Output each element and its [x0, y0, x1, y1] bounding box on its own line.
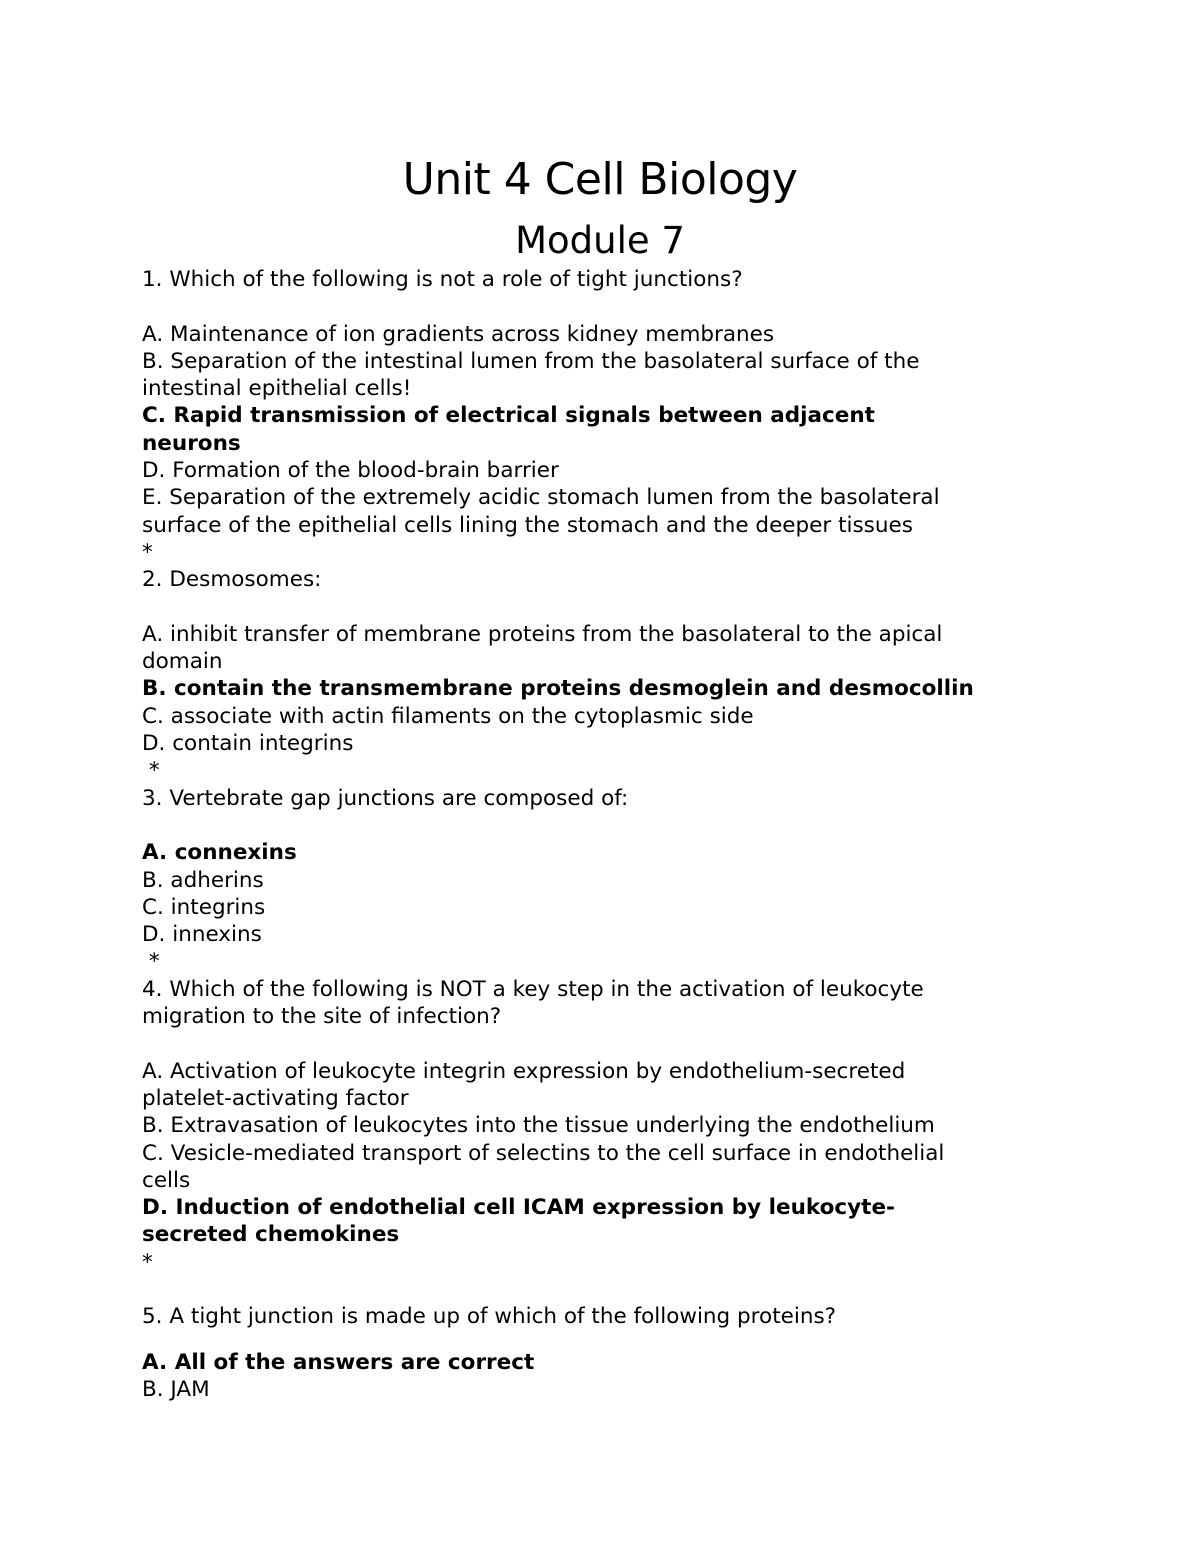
answer-option: A. inhibit transfer of membrane proteins from the basolateral to the apical	[142, 621, 943, 647]
correct-answer: C. Rapid transmission of electrical signals between adjacent	[142, 403, 875, 429]
question-text: 2. Desmosomes:	[142, 567, 322, 593]
answer-option: A. Activation of leukocyte integrin expression by endothelium-secreted	[142, 1058, 906, 1084]
answer-option: D. innexins	[142, 922, 262, 948]
question-block-5	[142, 1303, 1062, 1403]
answer-option: C. integrins	[142, 894, 266, 920]
question-text: 1. Which of the following is not a role of tight junctions?	[142, 267, 743, 292]
correct-answer: A. connexins	[142, 840, 297, 866]
spacer	[142, 594, 1062, 621]
answer-option-continued: cells	[142, 1167, 191, 1193]
document-subtitle: Module 7	[515, 219, 685, 262]
question-separator: *	[142, 949, 160, 975]
spacer	[142, 1030, 1062, 1057]
document-title: Unit 4 Cell Biology	[402, 154, 798, 205]
answer-option-continued: platelet-activating factor	[142, 1085, 409, 1111]
question-block-4	[142, 976, 1062, 1276]
spacer	[142, 812, 1062, 839]
question-block-1	[142, 266, 1062, 566]
correct-answer-continued: secreted chemokines	[142, 1222, 400, 1248]
answer-option-continued: intestinal epithelial cells!	[142, 376, 412, 402]
spacer	[142, 1276, 1062, 1303]
spacer	[142, 293, 1062, 320]
answer-option: B. Separation of the intestinal lumen from the basolateral surface of the	[142, 348, 920, 374]
answer-option: E. Separation of the extremely acidic stomach lumen from the basolateral	[142, 485, 940, 511]
question-text-continued: migration to the site of infection?	[142, 1004, 502, 1030]
answer-option: C. Vesicle-mediated transport of selectins to the cell surface in endothelial	[142, 1140, 945, 1166]
answer-option: B. adherins	[142, 867, 264, 893]
answer-option: C. associate with actin filaments on the cytoplasmic side	[142, 703, 754, 729]
correct-answer: A. All of the answers are correct	[142, 1349, 535, 1375]
answer-option: B. JAM	[142, 1376, 210, 1402]
answer-option-continued: domain	[142, 649, 223, 675]
answer-option-continued: surface of the epithelial cells lining the stomach and the deeper tissues	[142, 512, 913, 538]
spacer	[142, 1331, 1062, 1349]
answer-option: D. Formation of the blood-brain barrier	[142, 458, 559, 484]
question-separator: *	[142, 539, 153, 565]
question-block-2	[142, 566, 1062, 784]
answer-option: D. contain integrins	[142, 731, 354, 757]
correct-answer: D. Induction of endothelial cell ICAM expression by leukocyte-	[142, 1195, 895, 1221]
question-text: 3. Vertebrate gap junctions are composed of:	[142, 785, 629, 811]
question-separator: *	[142, 1249, 153, 1275]
correct-answer-continued: neurons	[142, 430, 241, 456]
question-block-3	[142, 785, 1062, 976]
question-text: 5. A tight junction is made up of which of the following proteins?	[142, 1304, 837, 1330]
questions-body	[142, 266, 1062, 1403]
answer-option: B. Extravasation of leukocytes into the tissue underlying the endothelium	[142, 1113, 935, 1139]
question-separator: *	[142, 758, 160, 784]
correct-answer: B. contain the transmembrane proteins desmoglein and desmocollin	[142, 676, 974, 702]
question-text: 4. Which of the following is NOT a key step in the activation of leukocyte	[142, 976, 924, 1002]
answer-option: A. Maintenance of ion gradients across kidney membranes	[142, 321, 775, 347]
